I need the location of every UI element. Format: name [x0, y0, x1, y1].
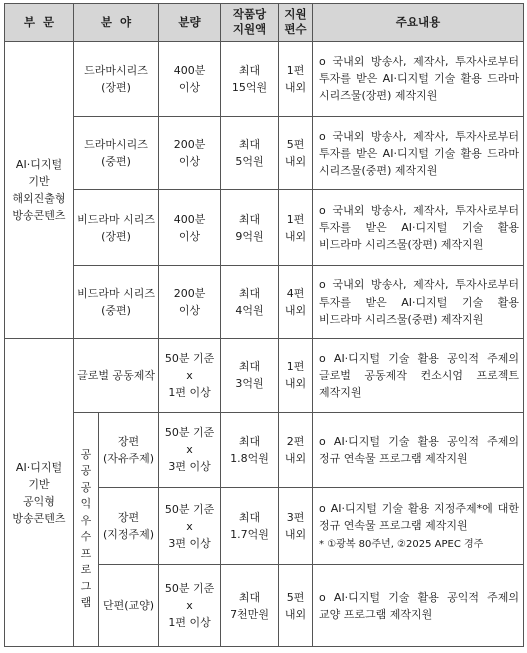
count-cell: 5편 내외 — [279, 117, 313, 190]
content-cell: o 국내외 방송사, 제작사, 투자사로부터 투자를 받은 AI·디지털 기술 활용 드라마 시리즈물(장편) 제작지원 — [313, 41, 524, 116]
content-cell: o AI·디지털 기술 활용 공익적 주제의 교양 프로그램 제작지원 — [313, 565, 524, 647]
length-cell: 200분 이상 — [159, 117, 221, 190]
funding-cell: 최대 7천만원 — [221, 565, 279, 647]
field-cell: 드라마시리즈 (장편) — [74, 41, 159, 116]
content-cell: o AI·디지털 기술 활용 공익적 주제의 글로벌 공동제작 컨소시엄 프로젝트 제작지원 — [313, 339, 524, 412]
count-cell: 1편 내외 — [279, 190, 313, 265]
count-cell: 5편 내외 — [279, 565, 313, 647]
header-content: 주요내용 — [313, 4, 524, 42]
table-row — [5, 265, 524, 338]
section-name-public: AI·디지털 기반 공익형 방송콘텐츠 — [5, 339, 74, 647]
table-row — [5, 339, 524, 412]
field-cell: 비드라마 시리즈(장편) — [74, 190, 159, 265]
count-cell: 1편 내외 — [279, 41, 313, 116]
table-row — [5, 117, 524, 190]
funding-cell: 최대 1.7억원 — [221, 488, 279, 565]
field-cell: 단편(교양) — [99, 565, 159, 647]
count-cell: 2편 내외 — [279, 412, 313, 487]
support-table — [4, 3, 524, 647]
count-cell: 4편 내외 — [279, 265, 313, 338]
header-funding: 작품당 지원액 — [221, 4, 279, 42]
table-row — [5, 412, 524, 487]
length-cell: 400분 이상 — [159, 41, 221, 116]
length-cell: 50분 기준 x 1편 이상 — [159, 339, 221, 412]
length-cell: 50분 기준 x 3편 이상 — [159, 412, 221, 487]
length-cell: 50분 기준 x 3편 이상 — [159, 488, 221, 565]
header-field: 분 야 — [74, 4, 159, 42]
header-length: 분량 — [159, 4, 221, 42]
header-row — [5, 4, 524, 42]
content-text: o AI·디지털 기술 활용 지정주제*에 대한 정규 연속물 프로그램 제작지원 — [319, 502, 520, 533]
funding-cell: 최대 3억원 — [221, 339, 279, 412]
subgroup-name: 공공 공익 우수 프로 그램 — [74, 412, 99, 646]
length-cell: 50분 기준 x 1편 이상 — [159, 565, 221, 647]
table-row — [5, 190, 524, 265]
content-cell: o 국내외 방송사, 제작사, 투자사로부터 투자를 받은 AI·디지털 기술 활용 비드라마 시리즈물(장편) 제작지원 — [313, 190, 524, 265]
content-cell: o 국내외 방송사, 제작사, 투자사로부터 투자를 받은 AI·디지털 기술 활용 드라마 시리즈물(중편) 제작지원 — [313, 117, 524, 190]
topic-note: * ①광복 80주년, ②2025 APEC 경주 — [319, 538, 484, 550]
content-cell: o AI·디지털 기술 활용 공익적 주제의 정규 연속물 프로그램 제작지원 — [313, 412, 524, 487]
funding-cell: 최대 4억원 — [221, 265, 279, 338]
table-row — [5, 41, 524, 116]
length-cell: 200분 이상 — [159, 265, 221, 338]
funding-cell: 최대 1.8억원 — [221, 412, 279, 487]
header-count: 지원 편수 — [279, 4, 313, 42]
content-cell — [313, 488, 524, 565]
content-cell: o 국내외 방송사, 제작사, 투자사로부터 투자를 받은 AI·디지털 기술 활용 비드라마 시리즈물(중편) 제작지원 — [313, 265, 524, 338]
header-section: 부 문 — [5, 4, 74, 42]
count-cell: 1편 내외 — [279, 339, 313, 412]
field-cell: 장편 (자유주제) — [99, 412, 159, 487]
funding-cell: 최대 9억원 — [221, 190, 279, 265]
field-cell: 장편 (지정주제) — [99, 488, 159, 565]
length-cell: 400분 이상 — [159, 190, 221, 265]
count-cell: 3편 내외 — [279, 488, 313, 565]
funding-cell: 최대 5억원 — [221, 117, 279, 190]
funding-cell: 최대 15억원 — [221, 41, 279, 116]
field-cell: 드라마시리즈 (중편) — [74, 117, 159, 190]
field-cell: 비드라마 시리즈(중편) — [74, 265, 159, 338]
field-cell: 글로벌 공동제작 — [74, 339, 159, 412]
section-name-overseas: AI·디지털 기반 해외진출형 방송콘텐츠 — [5, 41, 74, 339]
